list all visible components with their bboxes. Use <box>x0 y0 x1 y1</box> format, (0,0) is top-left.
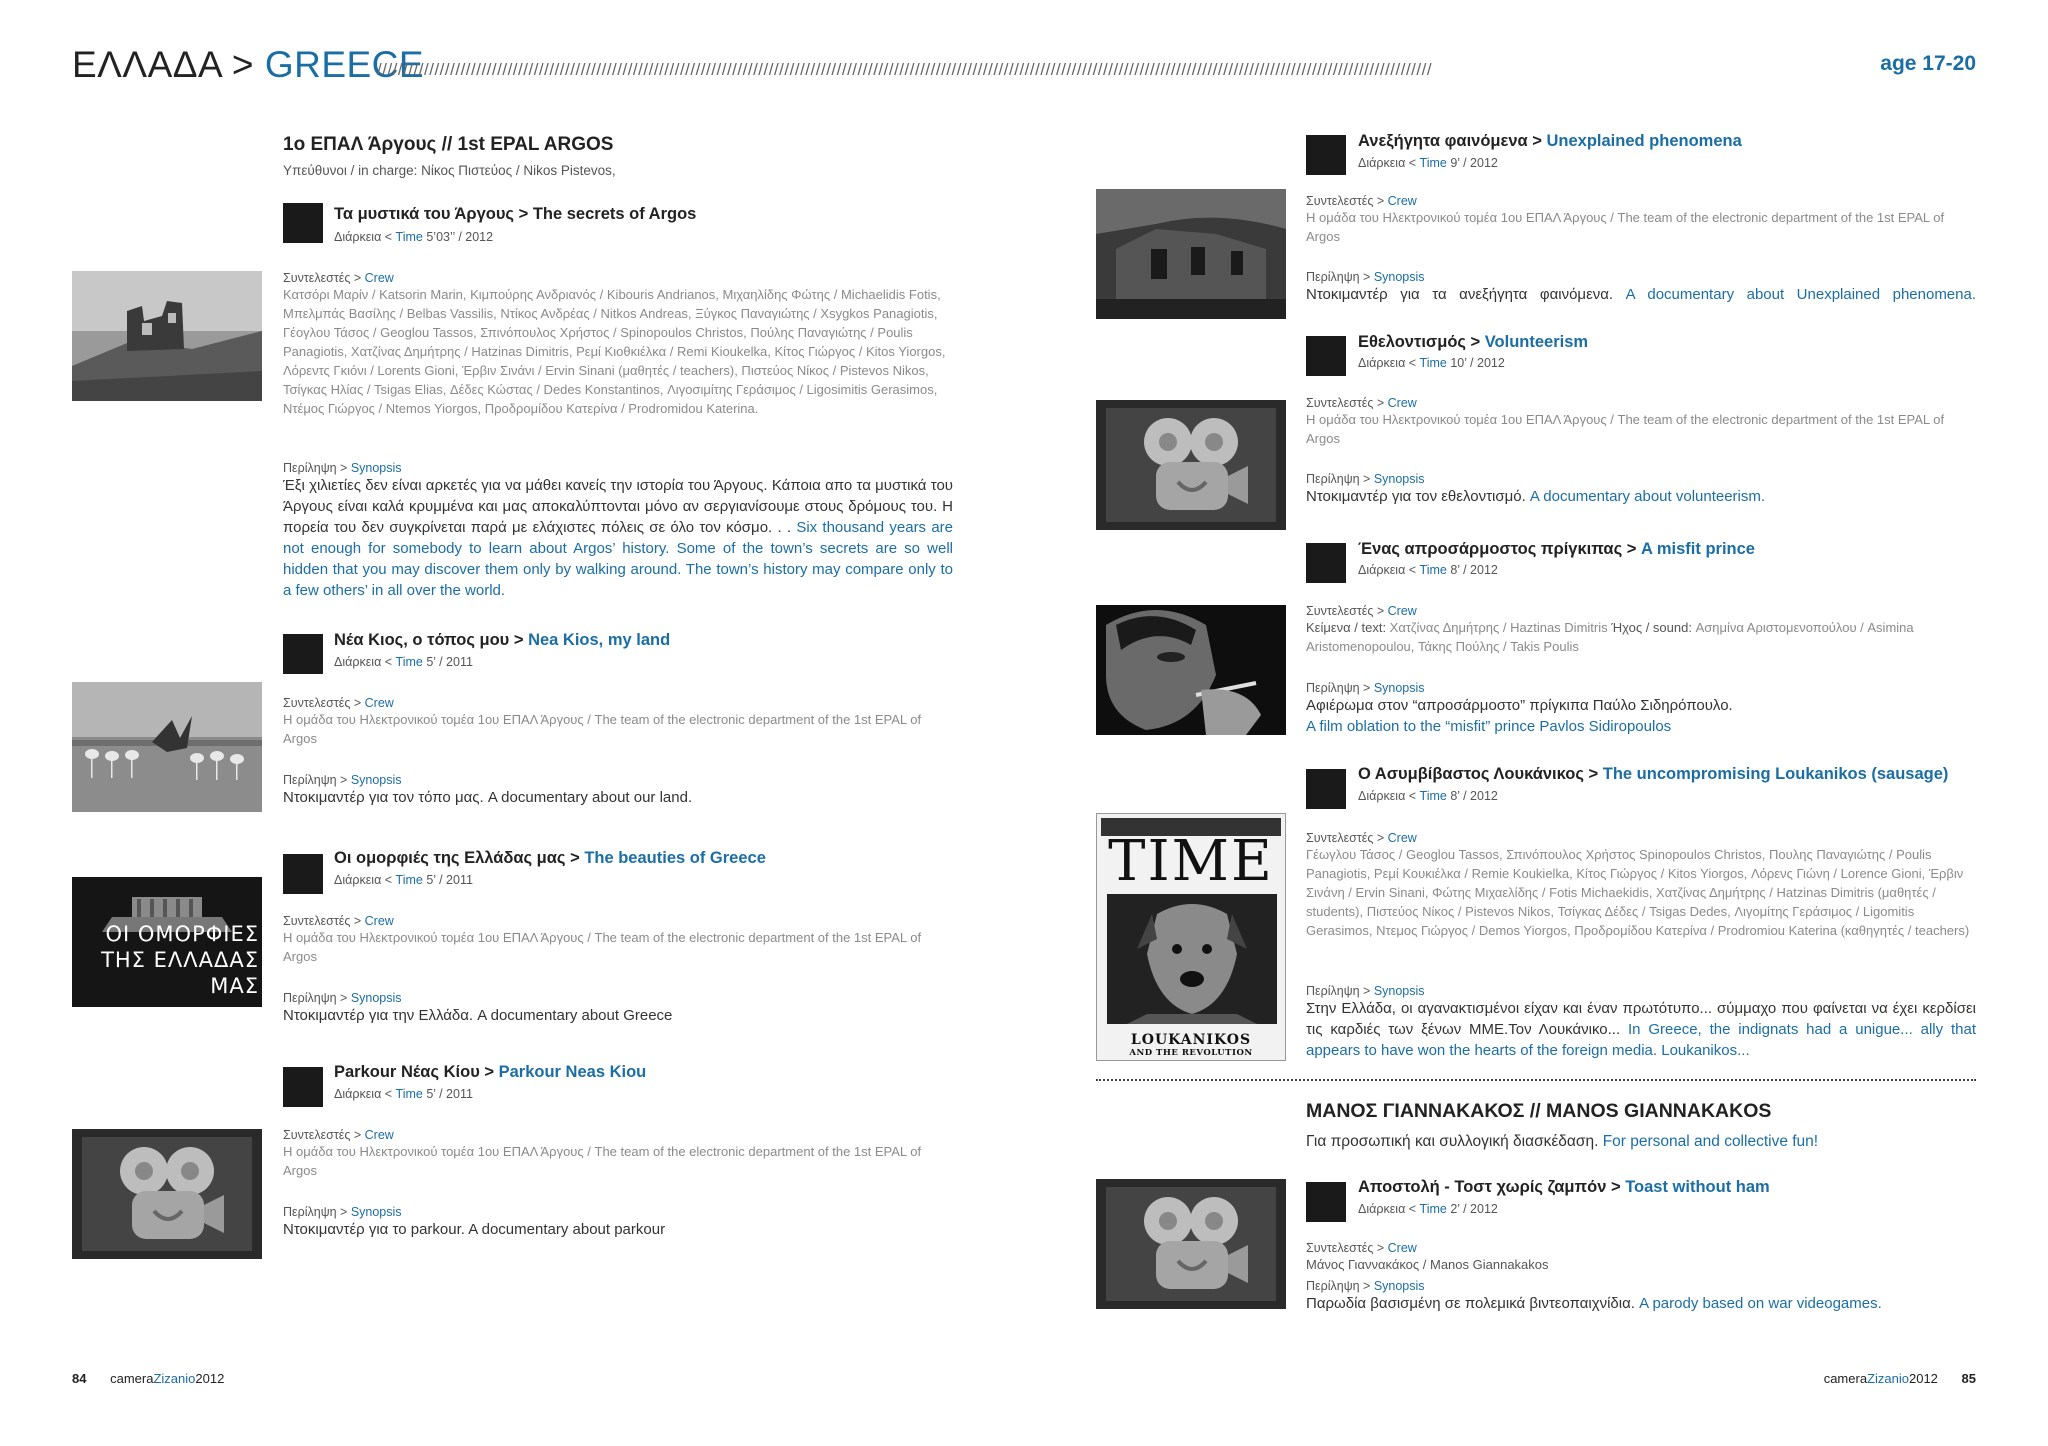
brand-logo: cameraZizanio2012 <box>1823 1371 1938 1386</box>
film-marker <box>1306 769 1346 809</box>
section-divider <box>1096 1079 1976 1081</box>
crew-list: Μάνος Γιαννακάκος / Manos Giannakakos <box>1306 1257 1549 1272</box>
film-duration: Διάρκεια < Time 5’ / 2011 <box>334 1087 473 1101</box>
film-thumbnail <box>1096 813 1286 1061</box>
film-marker <box>283 634 323 674</box>
synopsis-text: Παρωδία βασισμένη σε πολεμικά βιντεοπαιχνίδια. A parody based on war videogames. <box>1306 1295 1882 1312</box>
crew-list: Κατσόρι Μαρίν / Katsorin Marin, Κιμπούρης Ανδριανός / Kibouris Andrianos, Μιχαηλίδης Φώτης / Michaelidis Fotis, Μπελμπάς Βασίλης / Belbas Vassilis, Ντίκος Ανδρέας / Nitkos Andreas, Ξύγκος Παναγιώτης / Xsygkos Panagiotis, Γέογλου Τάσος / Geoglou Tassos, Σπινόπουλος Χρήστος / Spinopoulos Christos, Πούλης Παναγιώτης / Poulis Panagiotis, Χατζίνας Δημήτρης / Hatzinas Dimitris, Ρεμί Κιοθκιέλκα / Remi Kioukelka, Κίτος Γιώργος / Kitos Yiorgos, Λόρεντς Γκιόνι / Lorents Gioni, Έρβιν Σινάνι / Ervin Sinani (μαθητές / teachers), Πιστεύος Νίκος / Pistevos Nikos, Τσίγκας Ηλίας / Tsigas Elias, Δέδες Κώστας / Dedes Konstantinos, Λιγοσιμίτης Γεράσιμος / Ligosimitis Gerasimos, Ντέμος Γιώργος / Ntemos Yiorgos, Προδρομίδου Κατερίνα / Prodromidou Katerina. <box>283 287 946 416</box>
crew-section <box>1306 194 1976 246</box>
film-marker <box>1306 135 1346 175</box>
synopsis-label: Περίληψη > Synopsis <box>283 991 402 1005</box>
synopsis-section <box>1306 984 1976 1061</box>
film-thumbnail <box>72 271 262 401</box>
synopsis-label: Περίληψη > Synopsis <box>1306 681 1425 695</box>
film-thumbnail <box>1096 605 1286 735</box>
film-marker <box>1306 543 1346 583</box>
film-duration: Διάρκεια < Time 5’ / 2011 <box>334 655 473 669</box>
crew-section <box>1306 831 1976 940</box>
clay-camera-image <box>72 1129 262 1259</box>
crew-list: Η ομάδα του Ηλεκτρονικού τομέα 1ου ΕΠΑΛ Άργους / The team of the electronic department of the 1st EPAL of Argos <box>283 712 922 746</box>
synopsis-text: Αφιέρωμα στον “απροσάρμοστο” πρίγκιπα Παύλο Σιδηρόπουλο. A film oblation to the “misfit” prince Pavlos Sidiropoulos <box>1306 697 1733 735</box>
film-thumbnail <box>1096 400 1286 530</box>
footer-left <box>72 1371 224 1386</box>
thumb-caption-line: ΟΙ ΟΜΟΡΦΙΕΣ <box>105 922 259 946</box>
header-greek: ΕΛΛΑΔΑ > <box>72 44 265 85</box>
film-marker <box>283 1067 323 1107</box>
synopsis-label: Περίληψη > Synopsis <box>1306 270 1425 284</box>
film-title: Ανεξήγητα φαινόμενα > Unexplained phenomena <box>1358 132 1742 150</box>
crew-list: Η ομάδα του Ηλεκτρονικού τομέα 1ου ΕΠΑΛ Άργους / The team of the electronic department of the 1st EPAL of Argos <box>283 930 922 964</box>
school-title: 1ο ΕΠΑΛ Άργους // 1st EPAL ARGOS <box>283 134 614 155</box>
magazine-cover-title: LOUKANIKOS <box>1130 1032 1252 1048</box>
crew-label: Συντελεστές > Crew <box>283 914 394 928</box>
synopsis-section <box>283 991 953 1026</box>
magazine-masthead: TIME <box>1108 829 1274 894</box>
page-number: 84 <box>72 1371 87 1386</box>
crew-label: Συντελεστές > Crew <box>283 1128 394 1142</box>
smoking-man-portrait <box>1096 605 1286 735</box>
synopsis-section <box>1306 1279 1976 1314</box>
thumb-caption-line: ΤΗΣ ΕΛΛΑΔΑΣ <box>101 948 259 972</box>
synopsis-text: Ντοκιμαντέρ για την Ελλάδα. A documentary about Greece <box>283 1007 673 1024</box>
cave-ruins-image <box>1096 189 1286 319</box>
film-duration: Διάρκεια < Time 5’03’’ / 2012 <box>334 230 494 244</box>
film-marker <box>283 203 323 243</box>
brand-logo: cameraZizanio2012 <box>110 1371 225 1386</box>
film-title: Τα μυστικά του Άργους > The secrets of Argos <box>334 205 697 223</box>
school-title: ΜΑΝΟΣ ΓΙΑΝΝΑΚΑΚΟΣ // MANOS GIANNAKAKOS <box>1306 1100 1772 1122</box>
page-header <box>72 44 1976 94</box>
crew-list: Η ομάδα του Ηλεκτρονικού τομέα 1ου ΕΠΑΛ Άργους / The team of the electronic department of the 1st EPAL of Argos <box>283 1144 922 1178</box>
crew-label: Συντελεστές > Crew <box>1306 396 1417 410</box>
crew-list: Η ομάδα του Ηλεκτρονικού τομέα 1ου ΕΠΑΛ Άργους / The team of the electronic department of the 1st EPAL of Argos <box>1306 412 1945 446</box>
film-title: Ένας απροσάρμοστος πρίγκιπας > A misfit prince <box>1358 540 1755 558</box>
synopsis-label: Περίληψη > Synopsis <box>283 461 402 475</box>
synopsis-label: Περίληψη > Synopsis <box>1306 1279 1425 1293</box>
crew-section <box>283 696 953 748</box>
synopsis-section <box>1306 472 1976 507</box>
synopsis-text: Έξι χιλιετίες δεν είναι αρκετές για να μάθει κανείς την ιστορία του Άργους. Κάποια απο τα μυστικά του Άργους είναι καλά κρυμμένα και μας αποκαλύπτονται μόνο αν σεργιανίσουμε στους δρόμους του. Η πορεία του δεν συγκρίνεται παρά με ελάχιστες πόλεις σε όλο τον κόσμο. . . Six thousand years are not enough for somebody to learn about Argos’ history. Some of the town’s secrets are so well hidden that you may discover them only by walking around. The town’s history may compare only to a few others’ in all over the world. <box>283 477 953 599</box>
crew-list: Η ομάδα του Ηλεκτρονικού τομέα 1ου ΕΠΑΛ Άργους / The team of the electronic department of the 1st EPAL of Argos <box>1306 210 1945 244</box>
synopsis-section <box>283 461 953 601</box>
crew-section <box>283 914 953 966</box>
footer-right <box>1824 1371 1976 1386</box>
page-number: 85 <box>1961 1371 1976 1386</box>
synopsis-label: Περίληψη > Synopsis <box>283 773 402 787</box>
synopsis-label: Περίληψη > Synopsis <box>1306 984 1425 998</box>
synopsis-section <box>283 773 953 808</box>
synopsis-text: Ντοκιμαντέρ για το parkour. A documentary about parkour <box>283 1221 666 1238</box>
flamingos-image <box>72 682 262 812</box>
synopsis-section <box>1306 270 1976 305</box>
clay-camera-image <box>1096 1179 1286 1309</box>
magazine-cover-subtitle: AND THE REVOLUTION <box>1129 1048 1253 1058</box>
dog-photo <box>1107 894 1277 1044</box>
synopsis-text: Ντοκιμαντέρ για τον εθελοντισμό. A documentary about volunteerism. <box>1306 488 1766 505</box>
film-title: Νέα Κιος, ο τόπος μου > Nea Kios, my land <box>334 631 671 649</box>
crew-label: Συντελεστές > Crew <box>283 271 394 285</box>
film-marker <box>283 854 323 894</box>
crew-section <box>283 1128 953 1180</box>
school-subtitle: Για προσωπική και συλλογική διασκέδαση. For personal and collective fun! <box>1306 1133 1819 1150</box>
in-charge: Υπεύθυνοι / in charge: Νίκος Πιστεύος / Nikos Pistevos, <box>283 163 616 178</box>
film-title: Εθελοντισμός > Volunteerism <box>1358 333 1589 351</box>
crew-label: Συντελεστές > Crew <box>1306 194 1417 208</box>
header-divider: ////////////////////////////////////////////////////////////////////////////////////////////////////////////////////////////////////////////////////////////////////////////////////////////////////////// <box>377 60 1433 79</box>
crew-label: Συντελεστές > Crew <box>283 696 394 710</box>
synopsis-label: Περίληψη > Synopsis <box>283 1205 402 1219</box>
film-duration: Διάρκεια < Time 8’ / 2012 <box>1358 563 1498 577</box>
thumb-caption-line: ΜΑΣ <box>210 974 259 998</box>
film-thumbnail <box>1096 1179 1286 1309</box>
age-label: age 17-20 <box>1880 52 1976 75</box>
film-marker <box>1306 336 1346 376</box>
film-duration: Διάρκεια < Time 5’ / 2011 <box>334 873 473 887</box>
crew-list: Γέωγλου Τάσος / Geoglou Tassos, Σπινόπουλος Χρήστος Spinopoulos Christos, Πουλης Παναγιώτης / Poulis Panagiotis, Ρεμί Κουκιέλκα / Remie Koukielka, Κίτος Γιώργος / Kitos Yiorgos, Λόρενς Γιώνη / Lorence Gioni, Έρβιν Σινάνη / Ervin Sinani, Φώτης Μιχαελίδης / Fotis Michaekidis, Χατζίνας Δημήτρης / Hatzinas Dimitris (μαθητές / students), Πιστεύος Νίκος / Pistevos Nikos, Τσίγκας Δέδες / Tsigas Dedes, Λιγομίτης Γεράσιμος / Ligomitis Gerasimos, Ντεμος Γιώργος / Demos Yiorgos, Προδρομίδου Κατερίνα / Prodromiou Katerina (καθηγητές / teachers) <box>1306 847 1970 938</box>
film-marker <box>1306 1182 1346 1222</box>
crew-section <box>1306 396 1976 448</box>
crew-list: Κείμενα / text: Χατζίνας Δημήτρης / Haztinas Dimitris Ήχος / sound: Ασημίνα Αριστομενοπούλου / Asimina Aristomenopoulou, Τάκης Πούλης / Takis Poulis <box>1306 620 1914 654</box>
crew-label: Συντελεστές > Crew <box>1306 604 1417 618</box>
castle-ruins-image <box>72 271 262 401</box>
film-duration: Διάρκεια < Time 10’ / 2012 <box>1358 356 1505 370</box>
synopsis-label: Περίληψη > Synopsis <box>1306 472 1425 486</box>
film-title: Αποστολή - Τοστ χωρίς ζαμπόν > Toast without ham <box>1358 1178 1770 1196</box>
header-english: GREECE <box>264 44 425 85</box>
crew-label: Συντελεστές > Crew <box>1306 1241 1417 1255</box>
crew-section <box>1306 1241 1976 1274</box>
film-title: Ο Ασυμβίβαστος Λουκάνικος > The uncompromising Loukanikos (sausage) <box>1358 765 1949 783</box>
crew-section <box>283 271 953 418</box>
crew-label: Συντελεστές > Crew <box>1306 831 1417 845</box>
synopsis-section <box>1306 681 1976 737</box>
film-thumbnail <box>1096 189 1286 319</box>
clay-camera-image <box>1096 400 1286 530</box>
crew-section <box>1306 604 1976 656</box>
film-thumbnail <box>72 877 262 1007</box>
synopsis-text: Ντοκιμαντέρ για τα ανεξήγητα φαινόμενα. A documentary about Unexplained phenomena. <box>1306 286 1977 303</box>
film-thumbnail <box>72 682 262 812</box>
synopsis-text: Ντοκιμαντέρ για τον τόπο μας. A documentary about our land. <box>283 789 693 806</box>
synopsis-text: Στην Ελλάδα, οι αγανακτισμένοι είχαν και έναν πρωτότυπο... σύμμαχο που φαίνεται να έχει κερδίσει τις καρδιές των ξένων ΜΜΕ.Τον Λουκάνικο... In Greece, the indignats had a unigue... ally that appears to have won the hearts of the foreign media. Loukanikos... <box>1306 1000 1977 1059</box>
synopsis-section <box>283 1205 953 1240</box>
film-duration: Διάρκεια < Time 2’ / 2012 <box>1358 1202 1498 1216</box>
film-title: Οι ομορφιές της Ελλάδας μας > The beauties of Greece <box>334 849 766 867</box>
film-duration: Διάρκεια < Time 9’ / 2012 <box>1358 156 1498 170</box>
film-duration: Διάρκεια < Time 8’ / 2012 <box>1358 789 1498 803</box>
film-thumbnail <box>72 1129 262 1259</box>
film-title: Parkour Νέας Κίου > Parkour Neas Kiou <box>334 1063 647 1081</box>
